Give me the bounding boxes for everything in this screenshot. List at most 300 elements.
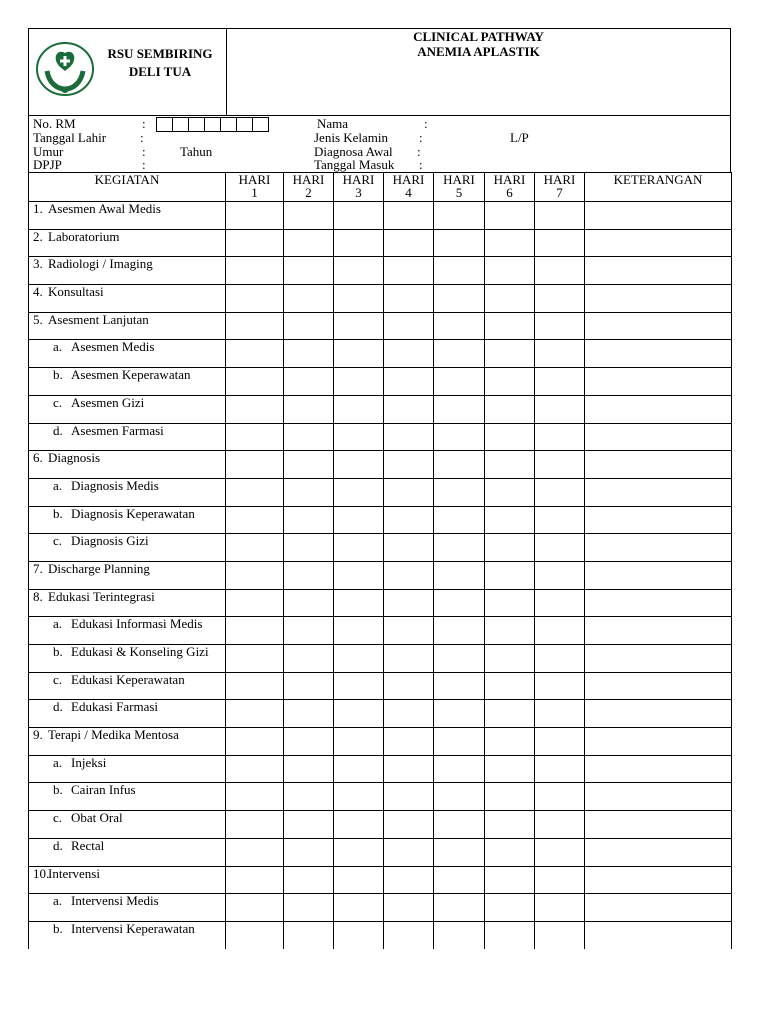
day-header-label: HARI	[292, 172, 325, 187]
day-4-cell[interactable]	[384, 672, 434, 700]
day-2-cell[interactable]	[284, 783, 334, 811]
jenis-kelamin-colon: :	[419, 130, 423, 145]
day-3-cell[interactable]	[334, 728, 384, 756]
day-1-cell[interactable]	[226, 202, 284, 230]
day-3-cell[interactable]	[334, 672, 384, 700]
keterangan-cell[interactable]	[585, 811, 732, 839]
day-2-cell[interactable]	[284, 728, 334, 756]
day-6-cell[interactable]	[485, 589, 535, 617]
day-5-cell[interactable]	[434, 340, 485, 368]
keterangan-cell[interactable]	[585, 478, 732, 506]
day-7-cell[interactable]	[535, 921, 585, 948]
activity-label: Obat Oral	[71, 810, 123, 826]
day-6-cell[interactable]	[485, 728, 535, 756]
keterangan-cell[interactable]	[585, 838, 732, 866]
day-header-7	[535, 173, 585, 202]
day-3-cell[interactable]	[334, 478, 384, 506]
activity-label: Terapi / Medika Mentosa	[48, 727, 179, 743]
day-2-cell[interactable]	[284, 506, 334, 534]
day-3-cell[interactable]	[334, 423, 384, 451]
activity-number: 8.	[33, 588, 43, 604]
activity-cell	[29, 589, 226, 617]
day-7-cell[interactable]	[535, 395, 585, 423]
activity-number: 2.	[33, 228, 43, 244]
table-row	[29, 340, 732, 368]
day-6-cell[interactable]	[485, 423, 535, 451]
day-7-cell[interactable]	[535, 423, 585, 451]
day-3-cell[interactable]	[334, 368, 384, 396]
day-7-cell[interactable]	[535, 368, 585, 396]
table-row	[29, 229, 732, 257]
day-4-cell[interactable]	[384, 728, 434, 756]
day-2-cell[interactable]	[284, 451, 334, 479]
day-5-cell[interactable]	[434, 728, 485, 756]
keterangan-cell[interactable]	[585, 395, 732, 423]
title-line2: ANEMIA APLASTIK	[417, 44, 540, 59]
keterangan-cell[interactable]	[585, 589, 732, 617]
day-2-cell[interactable]	[284, 755, 334, 783]
day-6-cell[interactable]	[485, 368, 535, 396]
day-header-label: HARI	[493, 172, 526, 187]
day-3-cell[interactable]	[334, 783, 384, 811]
day-2-cell[interactable]	[284, 811, 334, 839]
day-3-cell[interactable]	[334, 866, 384, 894]
keterangan-cell[interactable]	[585, 645, 732, 673]
tanggal-lahir-colon: :	[140, 130, 144, 145]
day-4-cell[interactable]	[384, 202, 434, 230]
day-2-cell[interactable]	[284, 285, 334, 313]
day-6-cell[interactable]	[485, 894, 535, 922]
rm-digit-box[interactable]	[236, 117, 253, 132]
activity-cell	[29, 645, 226, 673]
day-1-cell[interactable]	[226, 811, 284, 839]
rm-digit-box[interactable]	[204, 117, 221, 132]
day-4-cell[interactable]	[384, 340, 434, 368]
day-2-cell[interactable]	[284, 534, 334, 562]
day-6-cell[interactable]	[485, 617, 535, 645]
day-4-cell[interactable]	[384, 811, 434, 839]
activity-number: b.	[53, 644, 63, 659]
day-7-cell[interactable]	[535, 589, 585, 617]
keterangan-cell[interactable]	[585, 506, 732, 534]
day-1-cell[interactable]	[226, 478, 284, 506]
day-2-cell[interactable]	[284, 700, 334, 728]
day-7-cell[interactable]	[535, 506, 585, 534]
day-6-cell[interactable]	[485, 866, 535, 894]
activity-number: 1.	[33, 201, 43, 216]
day-5-cell[interactable]	[434, 921, 485, 948]
day-1-cell[interactable]	[226, 506, 284, 534]
rm-digit-box[interactable]	[220, 117, 237, 132]
day-5-cell[interactable]	[434, 506, 485, 534]
day-6-cell[interactable]	[485, 811, 535, 839]
day-1-cell[interactable]	[226, 645, 284, 673]
activity-label: Intervensi Keperawatan	[71, 920, 195, 936]
table-row	[29, 838, 732, 866]
day-1-cell[interactable]	[226, 312, 284, 340]
day-7-cell[interactable]	[535, 285, 585, 313]
day-1-cell[interactable]	[226, 285, 284, 313]
day-2-cell[interactable]	[284, 395, 334, 423]
day-7-cell[interactable]	[535, 811, 585, 839]
form-header	[28, 28, 731, 115]
day-6-cell[interactable]	[485, 672, 535, 700]
day-3-cell[interactable]	[334, 340, 384, 368]
dpjp-colon: :	[142, 157, 146, 172]
day-7-cell[interactable]	[535, 202, 585, 230]
activity-number: b.	[53, 367, 63, 383]
day-1-cell[interactable]	[226, 755, 284, 783]
day-6-cell[interactable]	[485, 257, 535, 285]
day-3-cell[interactable]	[334, 755, 384, 783]
day-1-cell[interactable]	[226, 340, 284, 368]
keterangan-cell[interactable]	[585, 312, 732, 340]
day-2-cell[interactable]	[284, 645, 334, 673]
activity-label: Intervensi	[48, 865, 100, 881]
table-row	[29, 645, 732, 673]
tanggal-masuk-label: Tanggal Masuk	[314, 157, 395, 172]
activity-number: d.	[53, 422, 63, 438]
day-1-cell[interactable]	[226, 728, 284, 756]
day-5-cell[interactable]	[434, 478, 485, 506]
day-7-cell[interactable]	[535, 561, 585, 589]
day-7-cell[interactable]	[535, 645, 585, 673]
day-2-cell[interactable]	[284, 561, 334, 589]
table-row	[29, 755, 732, 783]
hospital-logo-icon	[35, 41, 95, 97]
table-row	[29, 312, 732, 340]
table-row	[29, 728, 732, 756]
day-6-cell[interactable]	[485, 229, 535, 257]
day-4-cell[interactable]	[384, 589, 434, 617]
day-header-label: HARI	[238, 172, 271, 187]
activity-number: c.	[53, 533, 63, 549]
activity-cell	[29, 451, 226, 479]
keterangan-cell[interactable]	[585, 866, 732, 894]
day-2-cell[interactable]	[284, 423, 334, 451]
day-7-cell[interactable]	[535, 866, 585, 894]
no-rm-boxes[interactable]	[157, 117, 269, 132]
day-3-cell[interactable]	[334, 617, 384, 645]
keterangan-cell[interactable]	[585, 728, 732, 756]
gender-options: L/P	[510, 130, 529, 145]
day-6-cell[interactable]	[485, 451, 535, 479]
activity-cell	[29, 229, 226, 257]
day-1-cell[interactable]	[226, 451, 284, 479]
day-4-cell[interactable]	[384, 506, 434, 534]
table-row	[29, 368, 732, 396]
day-4-cell[interactable]	[384, 645, 434, 673]
day-6-cell[interactable]	[485, 700, 535, 728]
keterangan-cell[interactable]	[585, 423, 732, 451]
day-1-cell[interactable]	[226, 423, 284, 451]
table-body	[29, 202, 732, 949]
day-1-cell[interactable]	[226, 617, 284, 645]
day-4-cell[interactable]	[384, 312, 434, 340]
keterangan-cell[interactable]	[585, 783, 732, 811]
activity-label: Edukasi Terintegrasi	[48, 588, 155, 604]
day-6-cell[interactable]	[485, 285, 535, 313]
day-header-number: 4	[405, 185, 412, 200]
umur-colon: :	[142, 144, 146, 159]
day-6-cell[interactable]	[485, 921, 535, 948]
day-7-cell[interactable]	[535, 894, 585, 922]
day-5-cell[interactable]	[434, 423, 485, 451]
day-5-cell[interactable]	[434, 312, 485, 340]
day-7-cell[interactable]	[535, 340, 585, 368]
hospital-name-line2: DELI TUA	[128, 64, 192, 79]
hospital-identity	[29, 29, 227, 115]
activity-label: Edukasi & Konseling Gizi	[71, 644, 209, 659]
day-1-cell[interactable]	[226, 229, 284, 257]
day-5-cell[interactable]	[434, 561, 485, 589]
day-5-cell[interactable]	[434, 645, 485, 673]
activity-cell	[29, 672, 226, 700]
day-3-cell[interactable]	[334, 561, 384, 589]
day-2-cell[interactable]	[284, 838, 334, 866]
keterangan-cell[interactable]	[585, 340, 732, 368]
day-6-cell[interactable]	[485, 395, 535, 423]
day-7-cell[interactable]	[535, 617, 585, 645]
day-1-cell[interactable]	[226, 395, 284, 423]
rm-digit-box[interactable]	[188, 117, 205, 132]
day-4-cell[interactable]	[384, 451, 434, 479]
day-4-cell[interactable]	[384, 423, 434, 451]
day-5-cell[interactable]	[434, 368, 485, 396]
keterangan-cell[interactable]	[585, 894, 732, 922]
day-4-cell[interactable]	[384, 783, 434, 811]
day-4-cell[interactable]	[384, 257, 434, 285]
keterangan-cell[interactable]	[585, 451, 732, 479]
day-4-cell[interactable]	[384, 285, 434, 313]
day-6-cell[interactable]	[485, 340, 535, 368]
day-6-cell[interactable]	[485, 202, 535, 230]
day-5-cell[interactable]	[434, 894, 485, 922]
nama-colon: :	[424, 116, 428, 131]
day-4-cell[interactable]	[384, 368, 434, 396]
day-7-cell[interactable]	[535, 229, 585, 257]
rm-digit-box[interactable]	[156, 117, 173, 132]
day-5-cell[interactable]	[434, 811, 485, 839]
day-4-cell[interactable]	[384, 755, 434, 783]
diagnosa-awal-label: Diagnosa Awal	[314, 144, 393, 159]
activity-number: d.	[53, 837, 63, 853]
day-6-cell[interactable]	[485, 645, 535, 673]
day-3-cell[interactable]	[334, 811, 384, 839]
keterangan-cell[interactable]	[585, 229, 732, 257]
day-3-cell[interactable]	[334, 395, 384, 423]
day-7-cell[interactable]	[535, 478, 585, 506]
activity-cell	[29, 202, 226, 230]
day-7-cell[interactable]	[535, 451, 585, 479]
table-row	[29, 478, 732, 506]
day-2-cell[interactable]	[284, 202, 334, 230]
day-3-cell[interactable]	[334, 838, 384, 866]
day-2-cell[interactable]	[284, 229, 334, 257]
day-4-cell[interactable]	[384, 700, 434, 728]
day-2-cell[interactable]	[284, 866, 334, 894]
day-7-cell[interactable]	[535, 700, 585, 728]
day-5-cell[interactable]	[434, 838, 485, 866]
day-6-cell[interactable]	[485, 838, 535, 866]
day-2-cell[interactable]	[284, 672, 334, 700]
keterangan-cell[interactable]	[585, 368, 732, 396]
activity-label: Konsultasi	[48, 284, 104, 300]
day-1-cell[interactable]	[226, 921, 284, 948]
day-7-cell[interactable]	[535, 672, 585, 700]
day-3-cell[interactable]	[334, 285, 384, 313]
day-1-cell[interactable]	[226, 561, 284, 589]
day-5-cell[interactable]	[434, 589, 485, 617]
day-header-number: 3	[355, 185, 362, 200]
day-7-cell[interactable]	[535, 783, 585, 811]
day-2-cell[interactable]	[284, 340, 334, 368]
tanggal-lahir-label: Tanggal Lahir	[33, 130, 107, 145]
day-3-cell[interactable]	[334, 257, 384, 285]
keterangan-cell[interactable]	[585, 202, 732, 230]
activity-label: Diagnosis Medis	[71, 477, 159, 493]
day-6-cell[interactable]	[485, 506, 535, 534]
day-header-label: HARI	[392, 172, 425, 187]
day-4-cell[interactable]	[384, 478, 434, 506]
activity-number: c.	[53, 671, 63, 687]
day-6-cell[interactable]	[485, 561, 535, 589]
day-5-cell[interactable]	[434, 534, 485, 562]
day-3-cell[interactable]	[334, 700, 384, 728]
activity-label: Asesmen Medis	[71, 339, 155, 355]
table-row	[29, 202, 732, 230]
day-4-cell[interactable]	[384, 561, 434, 589]
day-4-cell[interactable]	[384, 534, 434, 562]
day-6-cell[interactable]	[485, 783, 535, 811]
day-1-cell[interactable]	[226, 257, 284, 285]
day-4-cell[interactable]	[384, 866, 434, 894]
keterangan-cell[interactable]	[585, 755, 732, 783]
day-6-cell[interactable]	[485, 534, 535, 562]
keterangan-cell[interactable]	[585, 561, 732, 589]
table-row	[29, 672, 732, 700]
day-1-cell[interactable]	[226, 700, 284, 728]
title-line1: CLINICAL PATHWAY	[413, 29, 544, 44]
day-2-cell[interactable]	[284, 257, 334, 285]
day-5-cell[interactable]	[434, 202, 485, 230]
day-4-cell[interactable]	[384, 229, 434, 257]
day-header-number: 1	[251, 185, 258, 200]
day-4-cell[interactable]	[384, 395, 434, 423]
day-5-cell[interactable]	[434, 783, 485, 811]
table-row	[29, 617, 732, 645]
table-row	[29, 285, 732, 313]
keterangan-cell[interactable]	[585, 534, 732, 562]
hospital-name	[95, 45, 225, 81]
day-3-cell[interactable]	[334, 589, 384, 617]
day-3-cell[interactable]	[334, 921, 384, 948]
activity-number: 3.	[33, 256, 43, 272]
activity-cell	[29, 617, 226, 645]
day-4-cell[interactable]	[384, 894, 434, 922]
day-2-cell[interactable]	[284, 617, 334, 645]
day-1-cell[interactable]	[226, 866, 284, 894]
day-4-cell[interactable]	[384, 921, 434, 948]
day-7-cell[interactable]	[535, 728, 585, 756]
day-1-cell[interactable]	[226, 672, 284, 700]
keterangan-cell[interactable]	[585, 257, 732, 285]
day-5-cell[interactable]	[434, 755, 485, 783]
day-5-cell[interactable]	[434, 285, 485, 313]
day-1-cell[interactable]	[226, 589, 284, 617]
day-7-cell[interactable]	[535, 838, 585, 866]
no-rm-colon: :	[142, 116, 146, 131]
day-3-cell[interactable]	[334, 894, 384, 922]
day-3-cell[interactable]	[334, 229, 384, 257]
keterangan-cell[interactable]	[585, 921, 732, 948]
day-3-cell[interactable]	[334, 451, 384, 479]
table-row	[29, 866, 732, 894]
activity-label: Edukasi Farmasi	[71, 699, 159, 715]
day-5-cell[interactable]	[434, 395, 485, 423]
day-6-cell[interactable]	[485, 755, 535, 783]
day-7-cell[interactable]	[535, 312, 585, 340]
day-4-cell[interactable]	[384, 838, 434, 866]
rm-digit-box[interactable]	[172, 117, 189, 132]
day-5-cell[interactable]	[434, 451, 485, 479]
day-2-cell[interactable]	[284, 894, 334, 922]
day-5-cell[interactable]	[434, 617, 485, 645]
tanggal-masuk-colon: :	[419, 157, 423, 172]
activity-label: Asesment Lanjutan	[48, 311, 149, 327]
day-7-cell[interactable]	[535, 755, 585, 783]
keterangan-cell[interactable]	[585, 617, 732, 645]
jenis-kelamin-label: Jenis Kelamin	[314, 130, 389, 145]
day-7-cell[interactable]	[535, 534, 585, 562]
day-3-cell[interactable]	[334, 506, 384, 534]
day-3-cell[interactable]	[334, 312, 384, 340]
day-3-cell[interactable]	[334, 534, 384, 562]
day-2-cell[interactable]	[284, 589, 334, 617]
day-1-cell[interactable]	[226, 838, 284, 866]
day-2-cell[interactable]	[284, 478, 334, 506]
day-1-cell[interactable]	[226, 368, 284, 396]
day-6-cell[interactable]	[485, 312, 535, 340]
keterangan-header: KETERANGAN	[585, 173, 732, 202]
day-5-cell[interactable]	[434, 866, 485, 894]
day-5-cell[interactable]	[434, 700, 485, 728]
day-2-cell[interactable]	[284, 921, 334, 948]
day-6-cell[interactable]	[485, 478, 535, 506]
day-5-cell[interactable]	[434, 229, 485, 257]
keterangan-cell[interactable]	[585, 285, 732, 313]
day-3-cell[interactable]	[334, 645, 384, 673]
day-2-cell[interactable]	[284, 368, 334, 396]
day-5-cell[interactable]	[434, 672, 485, 700]
day-2-cell[interactable]	[284, 312, 334, 340]
keterangan-cell[interactable]	[585, 700, 732, 728]
activity-cell	[29, 921, 226, 948]
activity-label: Asesmen Keperawatan	[71, 367, 191, 383]
day-4-cell[interactable]	[384, 617, 434, 645]
day-5-cell[interactable]	[434, 257, 485, 285]
keterangan-cell[interactable]	[585, 672, 732, 700]
day-1-cell[interactable]	[226, 894, 284, 922]
activity-number: b.	[53, 782, 63, 798]
rm-digit-box[interactable]	[252, 117, 269, 132]
tahun-label: Tahun	[180, 144, 213, 159]
day-1-cell[interactable]	[226, 534, 284, 562]
day-7-cell[interactable]	[535, 257, 585, 285]
day-3-cell[interactable]	[334, 202, 384, 230]
activity-cell	[29, 368, 226, 396]
day-1-cell[interactable]	[226, 783, 284, 811]
